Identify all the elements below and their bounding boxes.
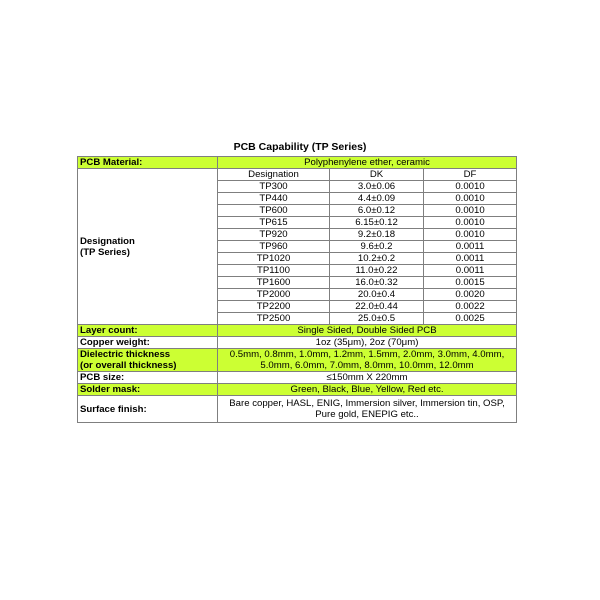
designation-name-cell: TP1600 [218,277,330,289]
designation-name-cell: TP2500 [218,313,330,325]
designation-dk-cell: 9.2±0.18 [330,229,424,241]
label-copper-weight: Copper weight: [78,337,218,349]
designation-df-cell: 0.0010 [424,181,517,193]
designation-df-cell: 0.0025 [424,313,517,325]
label-designation [78,169,218,325]
designation-name-cell: TP1100 [218,265,330,277]
designation-df-cell: 0.0020 [424,289,517,301]
designation-name-cell: TP615 [218,217,330,229]
header-designation: Designation [218,169,330,181]
value-surface-line1: Bare copper, HASL, ENIG, Immersion silver, Immersion tin, OSP, [229,398,505,409]
label-designation-line2: (TP Series) [80,246,130,258]
designation-name-cell: TP960 [218,241,330,253]
row-pcb-size [78,372,517,384]
label-designation-line1: Designation [80,235,135,247]
row-solder-mask [78,384,517,396]
designation-dk-cell: 22.0±0.44 [330,301,424,313]
designation-df-cell: 0.0011 [424,253,517,265]
label-pcb-size: PCB size: [78,372,218,384]
label-dielectric-line2: (or overall thickness) [80,360,177,371]
value-pcb-material: Polyphenylene ether, ceramic [218,157,517,169]
label-pcb-material: PCB Material: [78,157,218,169]
designation-name-cell: TP440 [218,193,330,205]
row-surface-finish [78,396,517,423]
label-layer-count: Layer count: [78,325,218,337]
row-designation-header [78,169,517,181]
designation-name-cell: TP300 [218,181,330,193]
pcb-capability-table [77,156,517,423]
designation-dk-cell: 11.0±0.22 [330,265,424,277]
row-layer-count [78,325,517,337]
value-surface-line2: Pure gold, ENEPIG etc.. [315,409,419,420]
table-title: PCB Capability (TP Series) [233,141,367,153]
designation-name-cell: TP920 [218,229,330,241]
designation-df-cell: 0.0010 [424,229,517,241]
label-surface-finish: Surface finish: [78,396,218,423]
label-dielectric-line1: Dielectric thickness [80,349,171,360]
header-dk: DK [330,169,424,181]
designation-dk-cell: 6.15±0.12 [330,217,424,229]
designation-dk-cell: 20.0±0.4 [330,289,424,301]
label-dielectric-thickness [78,349,218,372]
designation-name-cell: TP2200 [218,301,330,313]
designation-name-cell: TP600 [218,205,330,217]
designation-df-cell: 0.0011 [424,241,517,253]
designation-dk-cell: 10.2±0.2 [330,253,424,265]
header-df: DF [424,169,517,181]
designation-dk-cell: 4.4±0.09 [330,193,424,205]
value-dielectric-line2: 5.0mm, 6.0mm, 7.0mm, 8.0mm, 10.0mm, 12.0mm [260,360,474,371]
designation-name-cell: TP1020 [218,253,330,265]
designation-df-cell: 0.0010 [424,193,517,205]
row-pcb-material [78,157,517,169]
row-copper-weight [78,337,517,349]
designation-df-cell: 0.0011 [424,265,517,277]
value-layer-count: Single Sided, Double Sided PCB [218,325,517,337]
designation-df-cell: 0.0010 [424,205,517,217]
value-copper-weight: 1oz (35μm), 2oz (70μm) [218,337,517,349]
value-solder-mask: Green, Black, Blue, Yellow, Red etc. [218,384,517,396]
designation-dk-cell: 3.0±0.06 [330,181,424,193]
designation-name-cell: TP2000 [218,289,330,301]
designation-dk-cell: 9.6±0.2 [330,241,424,253]
value-pcb-size: ≤150mm X 220mm [218,372,517,384]
label-solder-mask: Solder mask: [78,384,218,396]
designation-df-cell: 0.0010 [424,217,517,229]
designation-df-cell: 0.0022 [424,301,517,313]
designation-df-cell: 0.0015 [424,277,517,289]
designation-dk-cell: 16.0±0.32 [330,277,424,289]
designation-dk-cell: 25.0±0.5 [330,313,424,325]
value-dielectric-thickness [218,349,517,372]
value-surface-finish [218,396,517,423]
designation-dk-cell: 6.0±0.12 [330,205,424,217]
value-dielectric-line1: 0.5mm, 0.8mm, 1.0mm, 1.2mm, 1.5mm, 2.0mm, 3.0mm, 4.0mm, [229,349,505,360]
row-dielectric-thickness [78,349,517,372]
